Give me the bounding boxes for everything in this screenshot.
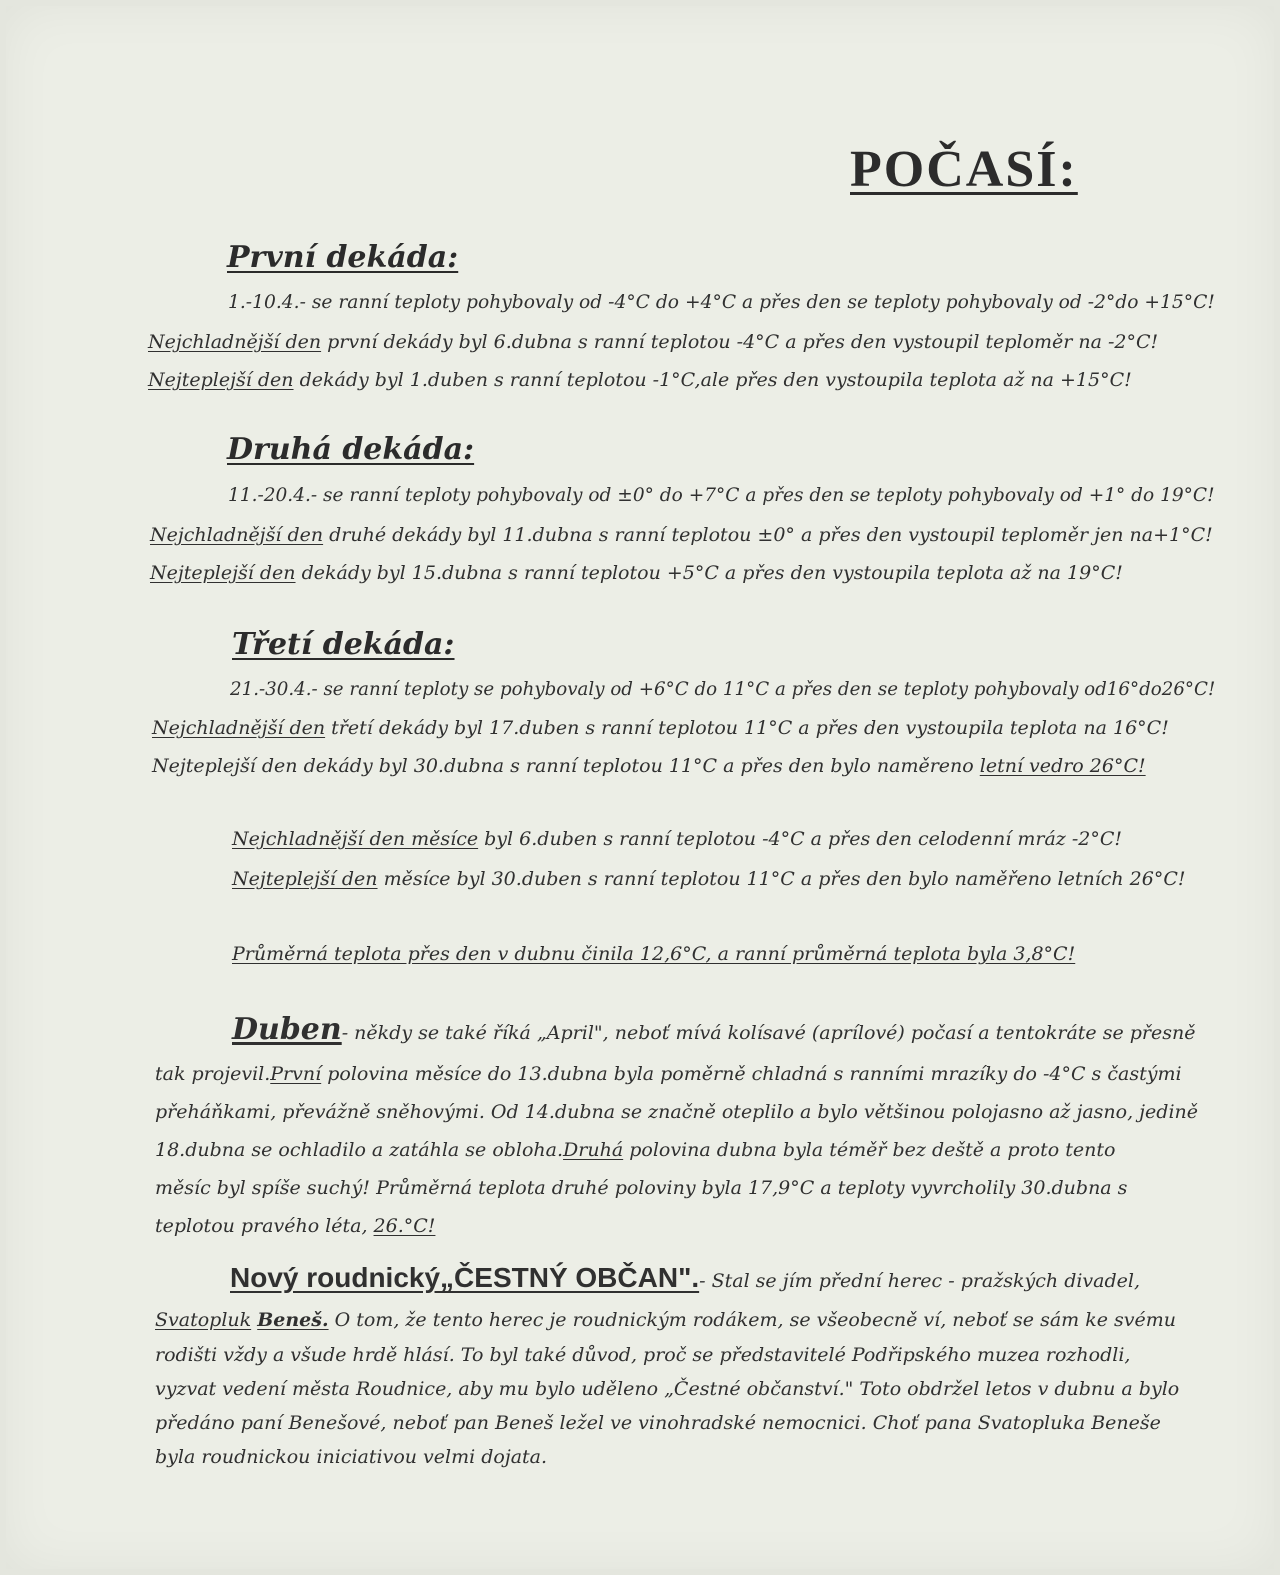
- duben-line1-text: - někdy se také říká „April", neboť mívá kolísavé (aprílové) počasí a tentokráte se přesně: [341, 1022, 1196, 1044]
- decade1-line2: [148, 330, 1158, 354]
- duben-second-half: Druhá: [563, 1139, 624, 1161]
- month-coldest-label: Nejchladnější den měsíce: [232, 828, 479, 850]
- decade1-warmest-text: dekády byl 1.duben s ranní teplotou -1°C,ale přes den vystoupila teplota až na +15°C!: [293, 369, 1132, 391]
- duben-line2-a: tak projevil.: [155, 1063, 271, 1085]
- page-title: POČASÍ:: [850, 141, 1078, 198]
- decade2-heading: Druhá dekáda:: [227, 432, 475, 467]
- decade2-line1: 11.-20.4.- se ranní teploty pohybovaly od ±0° do +7°C a přes den se teploty pohybovaly od +1° do 19°C!: [228, 484, 1215, 506]
- decade1-coldest-label: Nejchladnější den: [148, 331, 322, 353]
- citizen-line6: byla roudnickou iniciativou velmi dojata.: [155, 1446, 548, 1468]
- month-coldest-line: [232, 827, 1122, 851]
- citizen-line2-text: O tom, že tento herec je roudnickým rodákem, se všeobecně ví, neboť se sám ke svému: [328, 1309, 1176, 1331]
- citizen-line5: předáno paní Benešové, neboť pan Beneš ležel ve vinohradské nemocnici. Choť pana Svatopluka Beneše: [155, 1412, 1161, 1434]
- decade2-line3: [150, 561, 1123, 585]
- decade2-warmest-text: dekády byl 15.dubna s ranní teplotou +5°C a přes den vystoupila teplota až na 19°C!: [295, 562, 1123, 584]
- decade2-coldest-text: druhé dekády byl 11.dubna s ranní teplotou ±0° a přes den vystoupil teploměr jen na+1°C!: [323, 524, 1213, 546]
- decade1-heading: První dekáda:: [227, 240, 459, 275]
- decade1-line1: 1.-10.4.- se ranní teploty pohybovaly od -4°C do +4°C a přes den se teploty pohybovaly od -2°do +15°C!: [228, 291, 1215, 313]
- citizen-firstname: Svatopluk: [155, 1309, 252, 1331]
- duben-line4-a: 18.dubna se ochladilo a zatáhla se obloha.: [155, 1139, 564, 1161]
- citizen-line3: rodišti vždy a všude hrdě hlásí. To byl také důvod, proč se představitelé Podřipského muzea rozhodli,: [155, 1344, 1131, 1366]
- decade3-line3: [152, 754, 1146, 778]
- citizen-line2: [155, 1308, 1176, 1332]
- duben-line4-c: polovina dubna byla téměř bez deště a proto tento: [623, 1139, 1116, 1161]
- duben-line3: přeháňkami, převážně sněhovými. Od 14.dubna se značně oteplilo a bylo většinou polojasno až jasno, jedině: [155, 1101, 1199, 1123]
- decade3-summer-heat: letní vedro 26°C!: [979, 755, 1146, 777]
- decade3-line2: [152, 716, 1169, 740]
- decade3-coldest-text: třetí dekády byl 17.duben s ranní teplotou 11°C a přes den vystoupila teplota na 16°C!: [325, 717, 1169, 739]
- decade2-coldest-label: Nejchladnější den: [150, 524, 324, 546]
- duben-line5: měsíc byl spíše suchý! Průměrná teplota druhé poloviny byla 17,9°C a teploty vyvrcholily 30.dubna s: [155, 1177, 1128, 1199]
- decade1-coldest-text: první dekády byl 6.dubna s ranní teplotou -4°C a přes den vystoupil teploměr na -2°C!: [321, 331, 1159, 353]
- decade2-warmest-label: Nejteplejší den: [150, 562, 296, 584]
- month-warmest-text: měsíce byl 30.duben s ranní teplotou 11°C a přes den bylo naměřeno letních 26°C!: [377, 868, 1186, 890]
- duben-peak-temp: 26.°C!: [373, 1215, 436, 1237]
- decade3-warmest-text: Nejteplejší den dekády byl 30.dubna s ranní teplotou 11°C a přes den bylo naměreno: [152, 755, 980, 777]
- citizen-surname: Beneš.: [257, 1309, 329, 1331]
- decade3-coldest-label: Nejchladnější den: [152, 717, 326, 739]
- decade3-heading: Třetí dekáda:: [232, 627, 455, 662]
- month-warmest-label: Nejteplejší den: [232, 868, 378, 890]
- decade2-line2: [150, 523, 1213, 547]
- duben-first-half: První: [270, 1063, 322, 1085]
- citizen-line4: vyzvat vedení města Roudnice, aby mu bylo uděleno „Čestné občanství." Toto obdržel letos v dubnu a bylo: [155, 1378, 1180, 1400]
- duben-line4: [155, 1138, 1115, 1162]
- citizen-line1: [230, 1262, 1141, 1293]
- citizen-heading: Nový roudnický„ČESTNÝ OBČAN".: [230, 1262, 700, 1293]
- citizen-line1-text: - Stal se jím přední herec - pražských divadel,: [699, 1270, 1141, 1292]
- month-warmest-line: [232, 867, 1186, 891]
- duben-line6-a: teplotou pravého léta,: [155, 1215, 374, 1237]
- duben-label: Duben: [232, 1012, 342, 1047]
- duben-line2: [155, 1062, 1182, 1086]
- duben-line6: [155, 1214, 435, 1238]
- decade3-line1: 21.-30.4.- se ranní teploty se pohybovaly od +6°C do 11°C a přes den se teploty pohybovaly od16°do26°C!: [230, 678, 1216, 700]
- decade1-warmest-label: Nejteplejší den: [148, 369, 294, 391]
- duben-line1: [232, 1012, 1196, 1047]
- decade1-line3: [148, 368, 1132, 392]
- average-temperature-line: Průměrná teplota přes den v dubnu činila 12,6°C, a ranní průměrná teplota byla 3,8°C!: [232, 943, 1076, 965]
- duben-line2-c: polovina měsíce do 13.dubna byla poměrně chladná s ranními mrazíky do -4°C s častými: [321, 1063, 1182, 1085]
- month-coldest-text: byl 6.duben s ranní teplotou -4°C a přes den celodenní mráz -2°C!: [478, 828, 1123, 850]
